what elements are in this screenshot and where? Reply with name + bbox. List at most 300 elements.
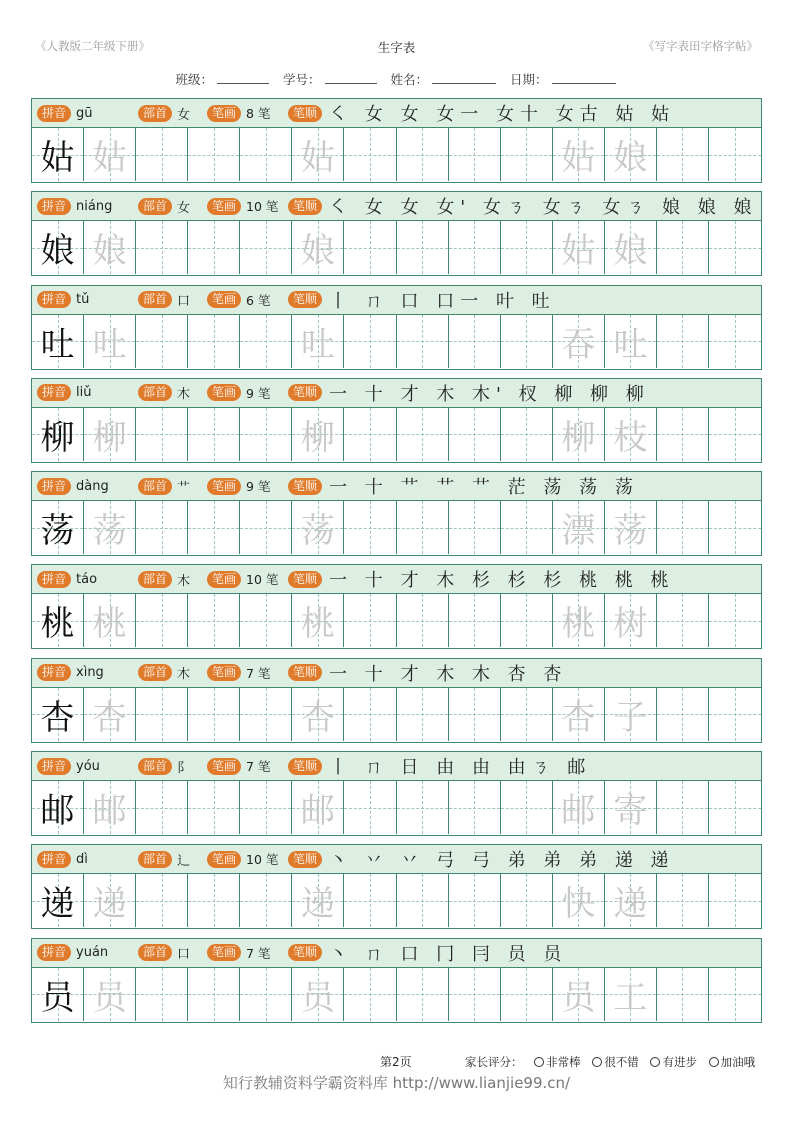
trace-character-cell[interactable] bbox=[84, 501, 136, 554]
writing-grid bbox=[32, 688, 761, 741]
empty-tianzige-cell[interactable] bbox=[501, 688, 553, 741]
stroke-count-badge: 笔画 bbox=[207, 664, 241, 681]
stroke-order-sequence: 丶 丷 丷 弓 弓 弟 弟 弟 递 递 bbox=[329, 850, 675, 872]
character-glyph: 员 bbox=[92, 977, 127, 1018]
character-glyph: 邮 bbox=[40, 791, 75, 832]
trace-character-cell[interactable] bbox=[605, 688, 657, 741]
stroke-order-badge: 笔顺 bbox=[288, 105, 322, 122]
stroke-order-badge: 笔顺 bbox=[288, 851, 322, 868]
character-glyph: 吐 bbox=[92, 324, 127, 365]
character-glyph: 柳 bbox=[300, 417, 335, 458]
empty-tianzige-cell[interactable] bbox=[136, 408, 188, 461]
pinyin-value: gū bbox=[76, 105, 93, 121]
empty-tianzige-cell[interactable] bbox=[397, 781, 449, 834]
character-glyph: 杏 bbox=[300, 697, 335, 738]
model-character-cell[interactable] bbox=[32, 408, 84, 461]
stroke-order-sequence: 一 十 才 木 木' 杈 柳 柳 柳 bbox=[329, 383, 650, 405]
character-row bbox=[31, 751, 762, 836]
character-glyph: 荡 bbox=[613, 511, 648, 552]
trace-character-cell[interactable] bbox=[84, 968, 136, 1021]
character-row bbox=[31, 285, 762, 370]
empty-tianzige-cell[interactable] bbox=[188, 501, 240, 554]
radical-badge: 部首 bbox=[138, 105, 172, 122]
character-glyph: 桃 bbox=[561, 604, 596, 645]
character-glyph: 桃 bbox=[92, 604, 127, 645]
id-label: 学号： bbox=[282, 72, 321, 87]
character-glyph: 娘 bbox=[613, 231, 648, 272]
stroke-order-badge: 笔顺 bbox=[288, 944, 322, 961]
stroke-order-badge: 笔顺 bbox=[288, 384, 322, 401]
character-glyph: 荡 bbox=[40, 511, 75, 552]
empty-tianzige-cell[interactable] bbox=[344, 408, 396, 461]
radical-badge: 部首 bbox=[138, 478, 172, 495]
trace-character-cell[interactable] bbox=[605, 874, 657, 927]
empty-tianzige-cell[interactable] bbox=[136, 688, 188, 741]
page-number: 第2页 bbox=[380, 1055, 412, 1069]
stroke-order-badge: 笔顺 bbox=[288, 291, 322, 308]
character-glyph: 娘 bbox=[92, 231, 127, 272]
empty-tianzige-cell[interactable] bbox=[240, 594, 292, 647]
empty-tianzige-cell[interactable] bbox=[657, 688, 709, 741]
character-glyph: 员 bbox=[40, 977, 75, 1018]
name-field[interactable] bbox=[432, 71, 496, 84]
radio-circle-icon bbox=[709, 1057, 719, 1067]
empty-tianzige-cell[interactable] bbox=[449, 594, 501, 647]
empty-tianzige-cell[interactable] bbox=[344, 128, 396, 181]
trace-character-cell[interactable] bbox=[605, 128, 657, 181]
pinyin-badge: 拼音 bbox=[37, 758, 71, 775]
empty-tianzige-cell[interactable] bbox=[709, 968, 761, 1021]
model-character-cell[interactable] bbox=[32, 874, 84, 927]
empty-tianzige-cell[interactable] bbox=[240, 315, 292, 368]
empty-tianzige-cell[interactable] bbox=[188, 221, 240, 274]
empty-tianzige-cell[interactable] bbox=[344, 315, 396, 368]
character-glyph: 姑 bbox=[561, 231, 596, 272]
character-glyph: 柳 bbox=[40, 417, 75, 458]
empty-tianzige-cell[interactable] bbox=[709, 501, 761, 554]
parent-rating bbox=[465, 1054, 755, 1070]
writing-grid bbox=[32, 781, 761, 834]
empty-tianzige-cell[interactable] bbox=[709, 874, 761, 927]
empty-tianzige-cell[interactable] bbox=[501, 781, 553, 834]
empty-tianzige-cell[interactable] bbox=[136, 315, 188, 368]
empty-tianzige-cell[interactable] bbox=[657, 501, 709, 554]
radical-value: 木 bbox=[177, 667, 191, 683]
character-row bbox=[31, 98, 762, 183]
rating-option[interactable]: 非常棒 bbox=[534, 1055, 581, 1069]
radical-badge: 部首 bbox=[138, 291, 172, 308]
stroke-count-value: 9 笔 bbox=[246, 385, 271, 401]
trace-character-cell[interactable] bbox=[553, 968, 605, 1021]
trace-character-cell[interactable] bbox=[553, 501, 605, 554]
empty-tianzige-cell[interactable] bbox=[449, 968, 501, 1021]
stroke-order-sequence: 丨 ㄇ 口 口一 叶 吐 bbox=[329, 290, 556, 312]
empty-tianzige-cell[interactable] bbox=[136, 221, 188, 274]
character-glyph: 吐 bbox=[40, 324, 75, 365]
model-character-cell[interactable] bbox=[32, 968, 84, 1021]
model-character-cell[interactable] bbox=[32, 688, 84, 741]
empty-tianzige-cell[interactable] bbox=[397, 315, 449, 368]
character-glyph: 姑 bbox=[92, 138, 127, 178]
empty-tianzige-cell[interactable] bbox=[344, 501, 396, 554]
stroke-count-badge: 笔画 bbox=[207, 291, 241, 308]
radio-circle-icon bbox=[534, 1057, 544, 1067]
trace-character-cell[interactable] bbox=[84, 781, 136, 834]
character-glyph: 递 bbox=[300, 884, 335, 925]
empty-tianzige-cell[interactable] bbox=[344, 874, 396, 927]
trace-character-cell[interactable] bbox=[84, 688, 136, 741]
character-meta bbox=[32, 845, 761, 874]
empty-tianzige-cell[interactable] bbox=[449, 128, 501, 181]
empty-tianzige-cell[interactable] bbox=[709, 221, 761, 274]
stroke-count-value: 8 笔 bbox=[246, 106, 271, 121]
character-glyph: 娘 bbox=[613, 138, 648, 178]
header-book-title: 《人教版二年级下册》 bbox=[35, 39, 150, 53]
stroke-order-sequence: 一 十 艹 艹 艹 茫 荡 荡 荡 bbox=[329, 477, 639, 499]
empty-tianzige-cell[interactable] bbox=[449, 688, 501, 741]
character-practice-sheet bbox=[31, 98, 762, 1031]
character-meta bbox=[32, 472, 761, 501]
character-glyph: 娘 bbox=[40, 231, 75, 272]
character-glyph: 姑 bbox=[40, 138, 75, 178]
empty-tianzige-cell[interactable] bbox=[709, 594, 761, 647]
empty-tianzige-cell[interactable] bbox=[657, 594, 709, 647]
empty-tianzige-cell[interactable] bbox=[657, 221, 709, 274]
radio-circle-icon bbox=[650, 1057, 660, 1067]
empty-tianzige-cell[interactable] bbox=[501, 968, 553, 1021]
empty-tianzige-cell[interactable] bbox=[397, 688, 449, 741]
character-meta bbox=[32, 565, 761, 594]
trace-character-cell[interactable] bbox=[292, 221, 344, 274]
empty-tianzige-cell[interactable] bbox=[397, 408, 449, 461]
trace-character-cell[interactable] bbox=[292, 874, 344, 927]
character-row bbox=[31, 938, 762, 1023]
trace-character-cell[interactable] bbox=[605, 968, 657, 1021]
trace-character-cell[interactable] bbox=[84, 221, 136, 274]
trace-character-cell[interactable] bbox=[292, 594, 344, 647]
character-glyph: 员 bbox=[561, 977, 596, 1018]
stroke-count-badge: 笔画 bbox=[207, 758, 241, 775]
pinyin-badge: 拼音 bbox=[37, 105, 71, 122]
trace-character-cell[interactable] bbox=[553, 781, 605, 834]
empty-tianzige-cell[interactable] bbox=[240, 221, 292, 274]
empty-tianzige-cell[interactable] bbox=[136, 781, 188, 834]
character-glyph: 吐 bbox=[300, 324, 335, 365]
empty-tianzige-cell[interactable] bbox=[136, 501, 188, 554]
empty-tianzige-cell[interactable] bbox=[449, 501, 501, 554]
model-character-cell[interactable] bbox=[32, 315, 84, 368]
radical-value: 女 bbox=[177, 107, 191, 123]
empty-tianzige-cell[interactable] bbox=[501, 408, 553, 461]
trace-character-cell[interactable] bbox=[84, 128, 136, 181]
empty-tianzige-cell[interactable] bbox=[344, 221, 396, 274]
trace-character-cell[interactable] bbox=[553, 408, 605, 461]
empty-tianzige-cell[interactable] bbox=[188, 594, 240, 647]
trace-character-cell[interactable] bbox=[553, 128, 605, 181]
trace-character-cell[interactable] bbox=[553, 874, 605, 927]
trace-character-cell[interactable] bbox=[605, 315, 657, 368]
trace-character-cell[interactable] bbox=[605, 501, 657, 554]
character-meta bbox=[32, 659, 761, 688]
empty-tianzige-cell[interactable] bbox=[188, 781, 240, 834]
empty-tianzige-cell[interactable] bbox=[449, 408, 501, 461]
model-character-cell[interactable] bbox=[32, 221, 84, 274]
empty-tianzige-cell[interactable] bbox=[344, 968, 396, 1021]
character-row bbox=[31, 378, 762, 463]
stroke-count-badge: 笔画 bbox=[207, 478, 241, 495]
empty-tianzige-cell[interactable] bbox=[449, 781, 501, 834]
trace-character-cell[interactable] bbox=[292, 501, 344, 554]
stroke-count-value: 10 笔 bbox=[246, 572, 279, 588]
empty-tianzige-cell[interactable] bbox=[344, 781, 396, 834]
stroke-order-badge: 笔顺 bbox=[288, 198, 322, 215]
radical-badge: 部首 bbox=[138, 944, 172, 961]
character-glyph: 杏 bbox=[40, 697, 75, 738]
radical-badge: 部首 bbox=[138, 664, 172, 681]
character-row bbox=[31, 844, 762, 929]
stroke-order-badge: 笔顺 bbox=[288, 664, 322, 681]
radical-value: 木 bbox=[177, 387, 191, 403]
empty-tianzige-cell[interactable] bbox=[240, 501, 292, 554]
character-glyph: 快 bbox=[561, 884, 596, 925]
character-glyph: 桃 bbox=[40, 604, 75, 645]
stroke-order-sequence: ㇛ 女 女 女一 女十 女古 姑 姑 bbox=[329, 104, 676, 125]
trace-character-cell[interactable] bbox=[553, 594, 605, 647]
empty-tianzige-cell[interactable] bbox=[188, 128, 240, 181]
empty-tianzige-cell[interactable] bbox=[188, 315, 240, 368]
empty-tianzige-cell[interactable] bbox=[657, 781, 709, 834]
empty-tianzige-cell[interactable] bbox=[240, 874, 292, 927]
header-sheet-title: 《写字表田字格字帖》 bbox=[643, 39, 758, 53]
class-label: 班级： bbox=[175, 72, 213, 87]
pinyin-value: liǔ bbox=[76, 385, 92, 401]
empty-tianzige-cell[interactable] bbox=[397, 594, 449, 647]
character-row bbox=[31, 658, 762, 743]
empty-tianzige-cell[interactable] bbox=[657, 128, 709, 181]
empty-tianzige-cell[interactable] bbox=[709, 408, 761, 461]
character-meta bbox=[32, 752, 761, 781]
name-label: 姓名： bbox=[390, 72, 428, 87]
empty-tianzige-cell[interactable] bbox=[188, 874, 240, 927]
empty-tianzige-cell[interactable] bbox=[709, 781, 761, 834]
empty-tianzige-cell[interactable] bbox=[657, 874, 709, 927]
writing-grid bbox=[32, 408, 761, 461]
pinyin-badge: 拼音 bbox=[37, 291, 71, 308]
pinyin-badge: 拼音 bbox=[37, 384, 71, 401]
pinyin-value: tǔ bbox=[76, 292, 90, 308]
empty-tianzige-cell[interactable] bbox=[501, 221, 553, 274]
rating-option[interactable]: 有进步 bbox=[650, 1055, 697, 1069]
character-glyph: 柳 bbox=[92, 417, 127, 458]
character-meta bbox=[32, 939, 761, 968]
rating-label: 家长评分： bbox=[465, 1055, 523, 1069]
empty-tianzige-cell[interactable] bbox=[501, 501, 553, 554]
empty-tianzige-cell[interactable] bbox=[501, 874, 553, 927]
empty-tianzige-cell[interactable] bbox=[240, 781, 292, 834]
stroke-order-sequence: 一 十 才 木 杉 杉 杉 桃 桃 桃 bbox=[329, 570, 675, 592]
character-row bbox=[31, 471, 762, 556]
stroke-order-badge: 笔顺 bbox=[288, 758, 322, 775]
radical-badge: 部首 bbox=[138, 851, 172, 868]
stroke-count-value: 10 笔 bbox=[246, 852, 279, 868]
trace-character-cell[interactable] bbox=[84, 315, 136, 368]
character-glyph: 邮 bbox=[92, 791, 127, 832]
empty-tianzige-cell[interactable] bbox=[240, 128, 292, 181]
character-glyph: 寄 bbox=[613, 791, 648, 832]
trace-character-cell[interactable] bbox=[553, 221, 605, 274]
pinyin-badge: 拼音 bbox=[37, 664, 71, 681]
pinyin-badge: 拼音 bbox=[37, 478, 71, 495]
trace-character-cell[interactable] bbox=[292, 688, 344, 741]
empty-tianzige-cell[interactable] bbox=[188, 408, 240, 461]
stroke-order-badge: 笔顺 bbox=[288, 571, 322, 588]
empty-tianzige-cell[interactable] bbox=[397, 128, 449, 181]
pinyin-value: dì bbox=[76, 851, 88, 867]
character-meta bbox=[32, 379, 761, 408]
stroke-count-badge: 笔画 bbox=[207, 105, 241, 122]
stroke-count-value: 7 笔 bbox=[246, 759, 271, 775]
pinyin-value: táo bbox=[76, 571, 98, 587]
character-glyph: 邮 bbox=[561, 791, 596, 832]
pinyin-value: dàng bbox=[76, 478, 109, 494]
trace-character-cell[interactable] bbox=[553, 688, 605, 741]
pinyin-badge: 拼音 bbox=[37, 851, 71, 868]
trace-character-cell[interactable] bbox=[292, 128, 344, 181]
stroke-count-badge: 笔画 bbox=[207, 944, 241, 961]
pinyin-value: yóu bbox=[76, 758, 100, 774]
stroke-order-sequence: 一 十 才 木 木 杏 杏 bbox=[329, 663, 568, 685]
watermark-text: 知行教辅资料学霸资料库 http://www.lianjie99.cn/ bbox=[222, 1074, 571, 1092]
character-row bbox=[31, 191, 762, 276]
trace-character-cell[interactable] bbox=[84, 874, 136, 927]
id-field[interactable] bbox=[325, 71, 377, 84]
empty-tianzige-cell[interactable] bbox=[344, 594, 396, 647]
trace-character-cell[interactable] bbox=[605, 594, 657, 647]
pinyin-value: niáng bbox=[76, 198, 113, 214]
empty-tianzige-cell[interactable] bbox=[240, 688, 292, 741]
writing-grid bbox=[32, 315, 761, 368]
model-character-cell[interactable] bbox=[32, 781, 84, 834]
writing-grid bbox=[32, 594, 761, 647]
empty-tianzige-cell[interactable] bbox=[397, 501, 449, 554]
character-glyph: 娘 bbox=[300, 231, 335, 272]
student-info-line bbox=[0, 70, 793, 88]
empty-tianzige-cell[interactable] bbox=[501, 315, 553, 368]
page-title: 生字表 bbox=[377, 40, 416, 55]
stroke-order-sequence: ㇛ 女 女 女' 女ㄋ 女ㄋ 女ㄋ 娘 娘 娘 bbox=[329, 197, 758, 219]
character-glyph: 吞 bbox=[561, 324, 596, 365]
stroke-order-badge: 笔顺 bbox=[288, 478, 322, 495]
empty-tianzige-cell[interactable] bbox=[240, 968, 292, 1021]
empty-tianzige-cell[interactable] bbox=[501, 594, 553, 647]
radical-badge: 部首 bbox=[138, 758, 172, 775]
empty-tianzige-cell[interactable] bbox=[449, 874, 501, 927]
trace-character-cell[interactable] bbox=[84, 408, 136, 461]
empty-tianzige-cell[interactable] bbox=[397, 221, 449, 274]
stroke-count-value: 7 笔 bbox=[246, 945, 271, 961]
empty-tianzige-cell[interactable] bbox=[709, 128, 761, 181]
radical-value: 女 bbox=[177, 200, 191, 216]
character-glyph: 柳 bbox=[561, 417, 596, 458]
character-meta bbox=[32, 99, 761, 128]
writing-grid bbox=[32, 128, 761, 181]
trace-character-cell[interactable] bbox=[84, 594, 136, 647]
rating-option[interactable]: 很不错 bbox=[592, 1055, 639, 1069]
radical-value: 口 bbox=[177, 947, 191, 963]
pinyin-badge: 拼音 bbox=[37, 571, 71, 588]
character-glyph: 姑 bbox=[300, 138, 335, 178]
model-character-cell[interactable] bbox=[32, 128, 84, 181]
character-glyph: 杏 bbox=[92, 697, 127, 738]
empty-tianzige-cell[interactable] bbox=[709, 688, 761, 741]
character-glyph: 荡 bbox=[300, 511, 335, 552]
empty-tianzige-cell[interactable] bbox=[188, 968, 240, 1021]
stroke-count-value: 6 笔 bbox=[246, 292, 271, 308]
radical-value: 阝 bbox=[177, 760, 191, 776]
writing-grid bbox=[32, 874, 761, 927]
trace-character-cell[interactable] bbox=[605, 221, 657, 274]
trace-character-cell[interactable] bbox=[292, 315, 344, 368]
empty-tianzige-cell[interactable] bbox=[709, 315, 761, 368]
stroke-count-value: 7 笔 bbox=[246, 665, 271, 681]
empty-tianzige-cell[interactable] bbox=[136, 594, 188, 647]
empty-tianzige-cell[interactable] bbox=[344, 688, 396, 741]
empty-tianzige-cell[interactable] bbox=[657, 315, 709, 368]
pinyin-value: yuán bbox=[76, 945, 109, 961]
empty-tianzige-cell[interactable] bbox=[136, 128, 188, 181]
radical-badge: 部首 bbox=[138, 198, 172, 215]
empty-tianzige-cell[interactable] bbox=[657, 968, 709, 1021]
radical-value: 艹 bbox=[177, 480, 191, 496]
empty-tianzige-cell[interactable] bbox=[188, 688, 240, 741]
model-character-cell[interactable] bbox=[32, 594, 84, 647]
trace-character-cell[interactable] bbox=[605, 781, 657, 834]
empty-tianzige-cell[interactable] bbox=[240, 408, 292, 461]
trace-character-cell[interactable] bbox=[292, 408, 344, 461]
class-field[interactable] bbox=[217, 71, 269, 84]
radical-badge: 部首 bbox=[138, 384, 172, 401]
date-label: 日期： bbox=[509, 72, 548, 87]
empty-tianzige-cell[interactable] bbox=[397, 874, 449, 927]
model-character-cell[interactable] bbox=[32, 501, 84, 554]
empty-tianzige-cell[interactable] bbox=[449, 221, 501, 274]
stroke-order-sequence: 丨 ㄇ 日 由 由 由ㄋ 邮 bbox=[329, 757, 592, 779]
empty-tianzige-cell[interactable] bbox=[136, 968, 188, 1021]
stroke-count-badge: 笔画 bbox=[207, 571, 241, 588]
writing-grid bbox=[32, 221, 761, 274]
trace-character-cell[interactable] bbox=[292, 968, 344, 1021]
pinyin-badge: 拼音 bbox=[37, 198, 71, 215]
radical-value: 木 bbox=[177, 573, 191, 589]
trace-character-cell[interactable] bbox=[553, 315, 605, 368]
stroke-count-badge: 笔画 bbox=[207, 384, 241, 401]
trace-character-cell[interactable] bbox=[605, 408, 657, 461]
empty-tianzige-cell[interactable] bbox=[136, 874, 188, 927]
empty-tianzige-cell[interactable] bbox=[657, 408, 709, 461]
empty-tianzige-cell[interactable] bbox=[449, 315, 501, 368]
trace-character-cell[interactable] bbox=[292, 781, 344, 834]
date-field[interactable] bbox=[552, 71, 616, 84]
character-glyph: 子 bbox=[613, 697, 648, 738]
empty-tianzige-cell[interactable] bbox=[501, 128, 553, 181]
character-meta bbox=[32, 192, 761, 221]
empty-tianzige-cell[interactable] bbox=[397, 968, 449, 1021]
radical-value: 口 bbox=[177, 294, 191, 310]
writing-grid bbox=[32, 501, 761, 554]
rating-option[interactable]: 加油哦 bbox=[709, 1055, 756, 1069]
stroke-count-badge: 笔画 bbox=[207, 198, 241, 215]
character-meta bbox=[32, 286, 761, 315]
